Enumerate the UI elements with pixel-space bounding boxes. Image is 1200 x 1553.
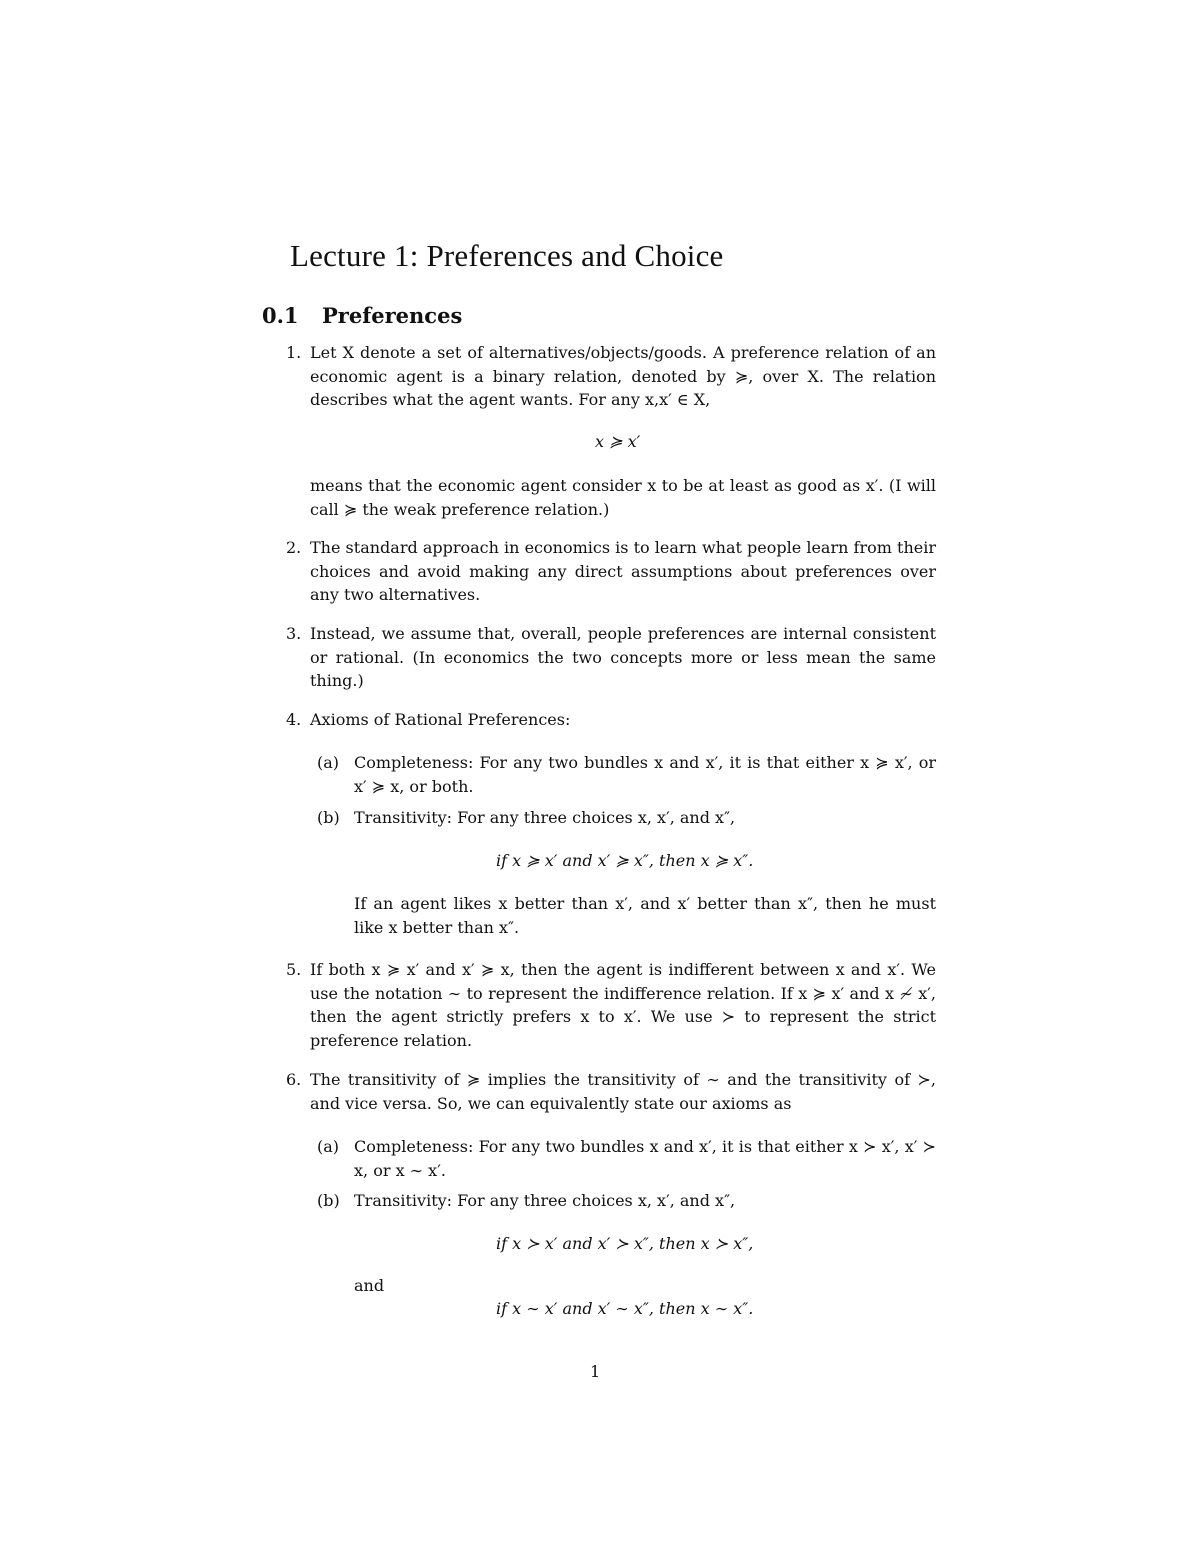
item-6-marker: 6. xyxy=(286,1070,302,1089)
item-1-after-text: means that the economic agent consider x to be at least as good as x′. (I will call ≽ the weak preference relation.) xyxy=(310,476,936,519)
page-number: 1 xyxy=(590,1362,601,1381)
item-6b-equation-2: if x ∼ x′ and x′ ∼ x″, then x ∼ x″. xyxy=(496,1299,754,1318)
item-6a-marker: (a) xyxy=(317,1137,340,1156)
item-4b-after-text: If an agent likes x better than x′, and x′ better than x″, then he must like x better than x″. xyxy=(354,894,936,937)
item-6a-text: Completeness: For any two bundles x and x′, it is that either x ≻ x′, x′ ≻ x, or x ∼ x′. xyxy=(354,1137,936,1180)
section-heading xyxy=(262,303,462,328)
item-6b-and: and xyxy=(354,1276,385,1295)
lecture-title: Lecture 1: Preferences and Choice xyxy=(290,238,724,273)
item-4b-equation: if x ≽ x′ and x′ ≽ x″, then x ≽ x″. xyxy=(496,851,754,870)
item-3-text: Instead, we assume that, overall, people preferences are internal consistent or rational. (In economics the two concepts more or less mean the same thing.) xyxy=(310,624,936,691)
item-1-marker: 1. xyxy=(286,343,302,362)
item-4b-marker: (b) xyxy=(317,808,340,827)
item-4a-text: Completeness: For any two bundles x and x′, it is that either x ≽ x′, or x′ ≽ x, or both. xyxy=(354,753,936,796)
item-4a-marker: (a) xyxy=(317,753,340,772)
item-2-marker: 2. xyxy=(286,538,302,557)
item-6b-marker: (b) xyxy=(317,1191,340,1210)
item-1-text: Let X denote a set of alternatives/objects/goods. A preference relation of an economic agent is a binary relation, denoted by ≽, over X. The relation describes what the agent wants. For any x,x′ ∈ X, xyxy=(310,343,936,410)
item-4-marker: 4. xyxy=(286,710,302,729)
item-5-marker: 5. xyxy=(286,960,302,979)
item-2-text: The standard approach in economics is to learn what people learn from their choices and avoid making any direct assumptions about preferences over any two alternatives. xyxy=(310,538,936,605)
section-number: 0.1 xyxy=(262,303,299,328)
item-6-text: The transitivity of ≽ implies the transitivity of ∼ and the transitivity of ≻, and vice versa. So, we can equivalently state our axioms as xyxy=(310,1070,936,1113)
item-4b-text: Transitivity: For any three choices x, x′, and x″, xyxy=(354,808,736,827)
item-3-marker: 3. xyxy=(286,624,302,643)
item-6b-equation-1: if x ≻ x′ and x′ ≻ x″, then x ≻ x″, xyxy=(496,1234,754,1253)
item-4-text: Axioms of Rational Preferences: xyxy=(310,710,571,729)
item-5-text: If both x ≽ x′ and x′ ≽ x, then the agent is indifferent between x and x′. We use the notation ∼ to represent the indifference relation. If x ≽ x′ and x ≁ x′, then the agent strictly prefers x to x′. We use ≻ to represent the strict preference relation. xyxy=(310,960,936,1050)
item-1-equation: x ≽ x′ xyxy=(595,432,641,451)
item-6b-text: Transitivity: For any three choices x, x′, and x″, xyxy=(354,1191,736,1210)
section-title: Preferences xyxy=(322,303,463,328)
